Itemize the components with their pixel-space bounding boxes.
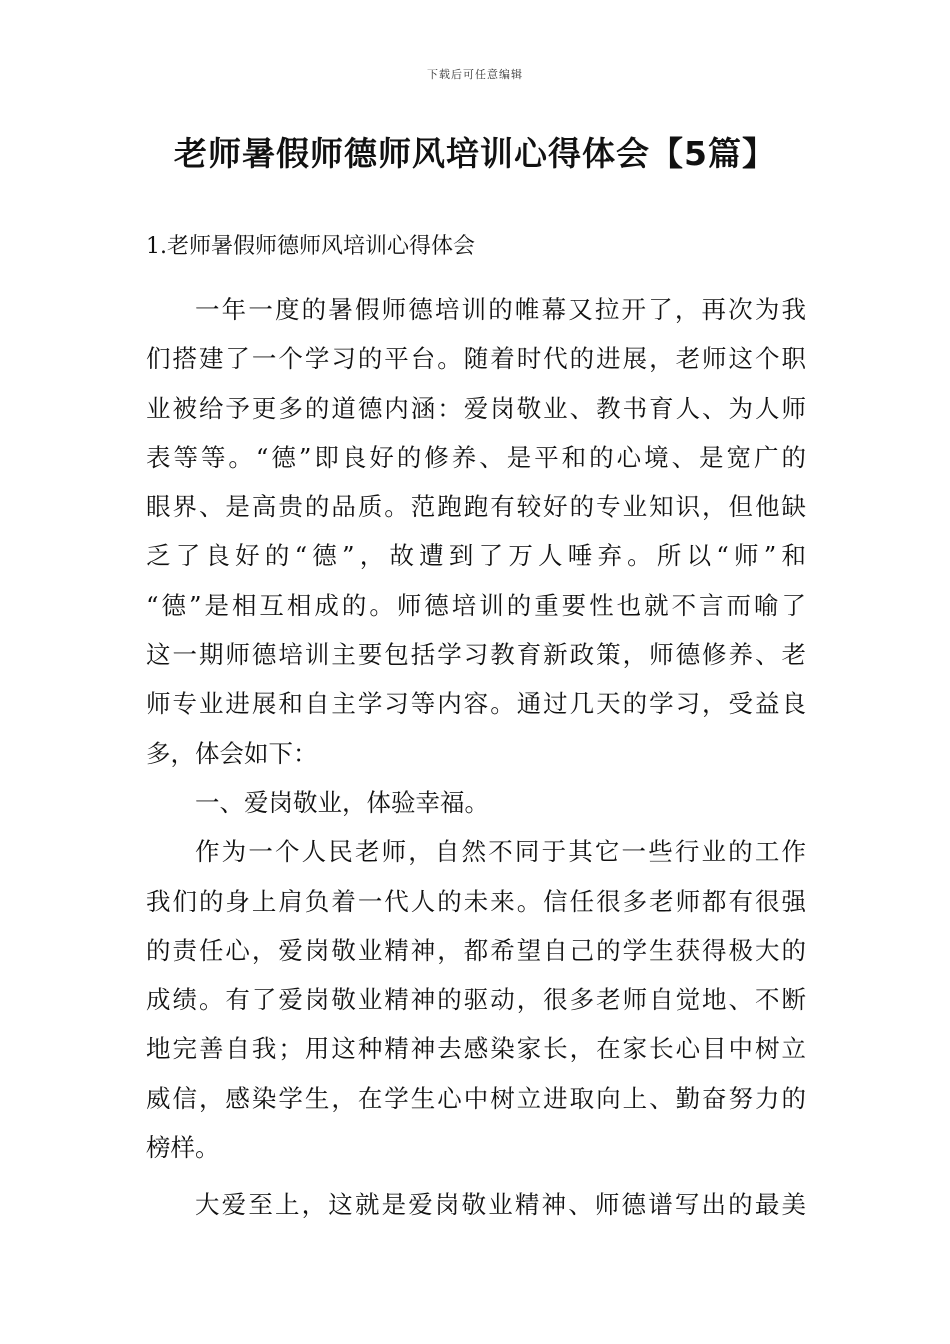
document-title: 老师暑假师德师风培训心得体会【5篇】 — [174, 134, 776, 173]
paragraph-line: 地完善自我；用这种精神去感染家长，在家长心目中树立 — [146, 1034, 806, 1064]
paragraph-line: 多，体会如下： — [146, 738, 318, 768]
paragraph-line: 一年一度的暑假师德培训的帷幕又拉开了，再次为我 — [195, 295, 806, 324]
subheading-line: 一、爱岗敬业，体验幸福。 — [195, 787, 489, 817]
paragraph-line: 的责任心，爱岗敬业精神，都希望自己的学生获得极大的 — [146, 935, 806, 965]
header-note: 下载后可任意编辑 — [427, 68, 523, 81]
paragraph-line: 我们的身上肩负着一代人的未来。信任很多老师都有很强 — [146, 886, 806, 916]
paragraph-line: 师专业进展和自主学习等内容。通过几天的学习，受益良 — [146, 689, 806, 719]
paragraph-line: 威信，感染学生，在学生心中树立进取向上、勤奋努力的 — [146, 1083, 806, 1113]
section-heading: 1.老师暑假师德师风培训心得体会 — [146, 234, 475, 259]
paragraph-line: 作为一个人民老师，自然不同于其它一些行业的工作 — [195, 837, 806, 867]
paragraph-line: 这一期师德培训主要包括学习教育新政策，师德修养、老 — [146, 640, 806, 670]
paragraph-line: 眼界、是高贵的品质。范跑跑有较好的专业知识，但他缺 — [146, 492, 806, 522]
paragraph-line: 们搭建了一个学习的平台。随着时代的进展，老师这个职 — [146, 344, 806, 374]
paragraph-line: 乏了良好的“德”，故遭到了万人唾弃。所以“师”和 — [146, 541, 806, 571]
paragraph-line: 榜样。 — [146, 1133, 220, 1163]
body-text — [146, 285, 806, 1230]
paragraph-line: 表等等。“德”即良好的修养、是平和的心境、是宽广的 — [146, 442, 806, 472]
paragraph-line: 成绩。有了爱岗敬业精神的驱动，很多老师自觉地、不断 — [146, 985, 806, 1015]
paragraph-line: 大爱至上，这就是爱岗敬业精神、师德谱写出的最美 — [195, 1190, 806, 1220]
paragraph-line: 业被给予更多的道德内涵：爱岗敬业、教书育人、为人师 — [146, 393, 806, 423]
paragraph-line: “德”是相互相成的。师德培训的重要性也就不言而喻了 — [146, 590, 806, 620]
